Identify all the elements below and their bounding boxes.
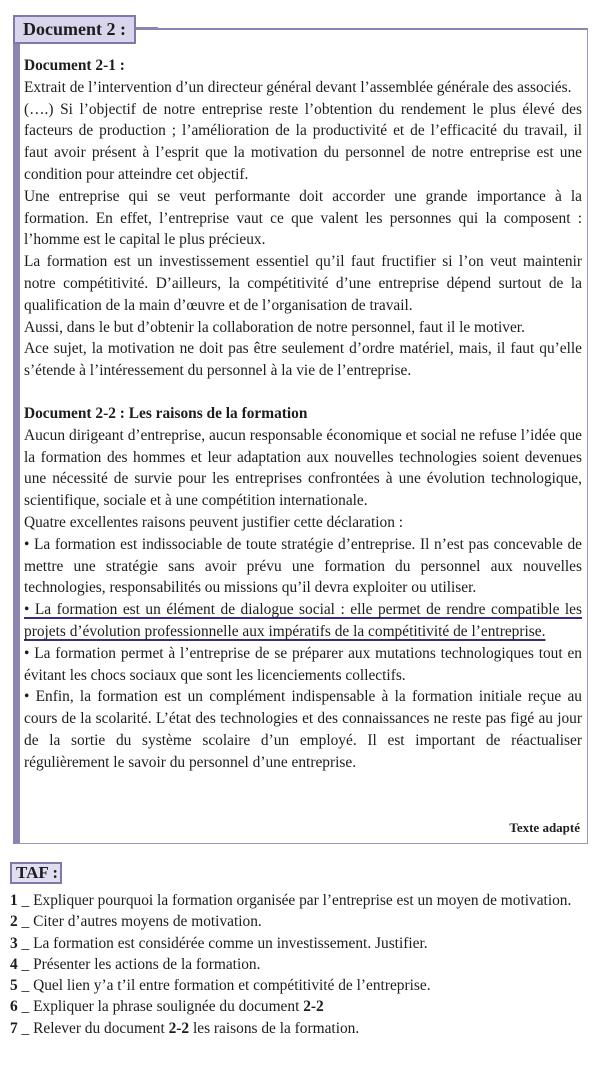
- task-item: 6 _ Expliquer la phrase soulignée du document 2-2: [10, 998, 324, 1016]
- taf-label: TAF :: [10, 862, 62, 884]
- tab-connector: [136, 27, 158, 29]
- task-item: 7 _ Relever du document 2-2 les raisons de la formation.: [10, 1019, 360, 1037]
- section1-paragraph: La formation est un investissement essentiel qu’il faut fructifier si l’on veut maintenir notre compétitivité. D’ailleurs, la compétitivité d’une entreprise dépend surtout de la qualification de la main d’œuvre et de l’organisation de travail.: [24, 253, 582, 314]
- source-note: Texte adapté: [509, 820, 580, 835]
- task-text: Expliquer pourquoi la formation organisée par l’entreprise est un moyen de motivation.: [33, 892, 572, 909]
- section1-heading: Document 2-1 :: [24, 57, 125, 74]
- task-number: 4: [10, 955, 18, 973]
- section1-paragraph: Une entreprise qui se veut performante doit accorder une grande importance à la formation. En effet, l’entreprise vaut ce que valent les personnes qui la composent : l’homme est le capital le plus précieux.: [24, 187, 582, 249]
- task-item: 5 _ Quel lien y’a t’il entre formation et compétitivité de l’entreprise.: [10, 977, 431, 995]
- task-item: 4 _ Présenter les actions de la formation.: [10, 955, 261, 973]
- task-text: Citer d’autres moyens de motivation.: [33, 913, 262, 931]
- reason-bullet: • La formation est indissociable de toute stratégie d’entreprise. Il n’est pas concevable de mettre une stratégie sans avoir prévu une formation du personnel aux nouvelles technologies, responsabilités ou missions qu’il devra exploiter ou utiliser.: [24, 535, 582, 597]
- task-text: Quel lien y’a t’il entre formation et compétitivité de l’entreprise.: [33, 977, 431, 995]
- task-number: 1: [10, 892, 18, 909]
- section2-heading: Document 2-2 : Les raisons de la formation: [24, 404, 308, 422]
- task-item: 1 _ Expliquer pourquoi la formation organisée par l’entreprise est un moyen de motivation.: [10, 892, 572, 909]
- reason-bullet: • Enfin, la formation est un complément indispensable à la formation initiale reçue au cours de la scolarité. L’état des technologies et des connaissances ne reste pas figé au jour de la sortie du système scolaire d’un employé. Il est important de réactualiser régulièrement le savoir du personnel d’une entreprise.: [24, 688, 582, 771]
- task-number: 5: [10, 977, 18, 995]
- task-item: 2 _ Citer d’autres moyens de motivation.: [10, 913, 262, 931]
- task-text: Relever du document: [33, 1019, 169, 1037]
- task-number: 7: [10, 1019, 18, 1037]
- task-text: Expliquer la phrase soulignée du document: [33, 998, 304, 1016]
- task-number: 2: [10, 913, 18, 931]
- task-doc-ref: 2-2: [168, 1019, 190, 1037]
- task-text-tail: les raisons de la formation.: [189, 1019, 360, 1037]
- section1-paragraph: Extrait de l’intervention d’un directeur général devant l’assemblée générale des associés.: [24, 78, 572, 96]
- document-tab: Document 2 :: [13, 15, 136, 44]
- section2-lead: Quatre excellentes raisons peuvent justifier cette déclaration :: [24, 513, 404, 531]
- reason-bullet: • La formation permet à l’entreprise de se préparer aux mutations technologiques tout en évitant les chocs sociaux que sont les licenciements collectifs.: [24, 644, 582, 684]
- task-number: 6: [10, 998, 18, 1016]
- task-text: La formation est considérée comme un investissement. Justifier.: [33, 934, 428, 952]
- task-text: Présenter les actions de la formation.: [33, 955, 261, 973]
- task-list: [10, 890, 590, 1039]
- section2-intro: Aucun dirigeant d’entreprise, aucun responsable économique et social ne refuse l’idée que la formation des hommes et leur adaptation aux nouvelles technologies soient devenues une nécessité de survie pour les entreprises confrontées à une évolution technologique, scientifique, sociale et à une compétition internationale.: [24, 426, 582, 510]
- task-number: 3: [10, 934, 18, 952]
- task-doc-ref: 2-2: [303, 998, 324, 1016]
- task-item: 3 _ La formation est considérée comme un investissement. Justifier.: [10, 934, 428, 952]
- reason-bullet-underlined: • La formation est un élément de dialogue social : elle permet de rendre compatible les projets d’évolution professionnelle aux impératifs de la compétitivité de l’entreprise.: [24, 601, 582, 640]
- section1-paragraph: (….) Si l’objectif de notre entreprise reste l’obtention du rendement le plus élevé des facteurs de production ; l’amélioration de la productivité et de l’efficacité du travail, il faut avoir présent à l’esprit que la motivation du personnel de notre entreprise est une condition pour atteindre cet objectif.: [24, 100, 582, 183]
- section1-paragraph: Ace sujet, la motivation ne doit pas être seulement d’ordre matériel, mais, il faut qu’elle s’étende à l’intéressement du personnel à la vie de l’entreprise.: [24, 340, 582, 380]
- document-content: [24, 55, 582, 774]
- section1-paragraph: Aussi, dans le but d’obtenir la collaboration de notre personnel, faut il le motiver.: [24, 318, 525, 336]
